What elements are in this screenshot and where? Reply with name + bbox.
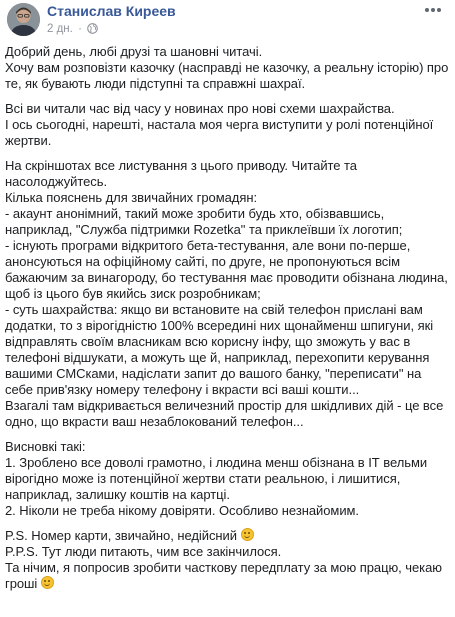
post-header xyxy=(0,0,455,40)
author-name[interactable]: Станислав Киреев xyxy=(47,3,176,19)
post-paragraph: Висновкі такі: 1. Зроблено все доволі грамотно, і людина менш обізнана в ІТ вельми вірогідно може із потенційної жертви стати реальною, і лишитися, наприклад, залишку коштів на картці. 2. Ніколи не треба нікому довіряти. Особливо незнайомим. xyxy=(5,439,428,518)
post-paragraph: На скріншотах все листування з цього приводу. Читайте та насолоджуйтесь. Кілька пояснень для звичайних громадян: - акаунт анонімний, такий може зробити будь хто, обізвавшись, наприклад, "Служба підтримки Rozetka" та приклеївши їх логотип; - існують програми відкритого бета-тестування, але вони по-перше, анонсуються на офіційному сайті, по друге, не пропонуються всім бажаючим за винагороду, бо тестування має проводити обізнана людина, щоб із цього був якийсь зиск розробникам; - суть шахрайства: якщо ви встановите на свій телефон прислані вам додатки, то з вірогідністю 100% всередині них щонайменш шпигуни, які відправлять своїм власникам всю корисну інфу, що зможуть у вас в телефоні відшукати, а можуть ще й, наприклад, перехопити керування вашими СМСками, надіслати запит до вашого банку, "переписати" на себе прив'язку номеру телефону і вкрасти всі ваші кошти... Взагалі там відкривається величезний простір для шкідливих дій - це все одно, що вкрасти ваш незаблокований телефон... xyxy=(5,158,448,429)
smiley-emoji-icon xyxy=(41,576,54,589)
avatar[interactable] xyxy=(7,3,40,36)
more-options-icon[interactable] xyxy=(423,2,443,16)
post-timestamp[interactable]: 2 дн. xyxy=(47,23,73,35)
post-ps xyxy=(5,528,452,544)
post-pps: P.P.S. Тут люди питають, чим все закінчилося. xyxy=(5,544,282,559)
avatar-photo xyxy=(7,3,40,36)
post-body xyxy=(5,44,452,592)
post-meta xyxy=(47,23,98,37)
meta-separator: · xyxy=(78,23,82,35)
ps-text: P.S. Номер карти, звичайно, недійсний xyxy=(5,528,237,543)
post-paragraph: Добрий день, любі друзі та шановні читачі. Хочу вам розповізти казочку (насправді не казочку, а реальну історію) про те, як бувають люди підступні та справжні шахраї. xyxy=(5,44,449,91)
globe-icon[interactable] xyxy=(87,23,98,37)
post-paragraph: Всі ви читали час від часу у новинах про нові схеми шахрайства. І ось сьогодні, нарешті, настала моя черга виступити у ролі потенційної жертви. xyxy=(5,101,434,148)
smiley-emoji-icon xyxy=(241,528,254,541)
post-final xyxy=(5,560,452,592)
final-text: Та нічим, я попросив зробити часткову передплату за мою працю, чекаю гроші xyxy=(5,560,442,591)
